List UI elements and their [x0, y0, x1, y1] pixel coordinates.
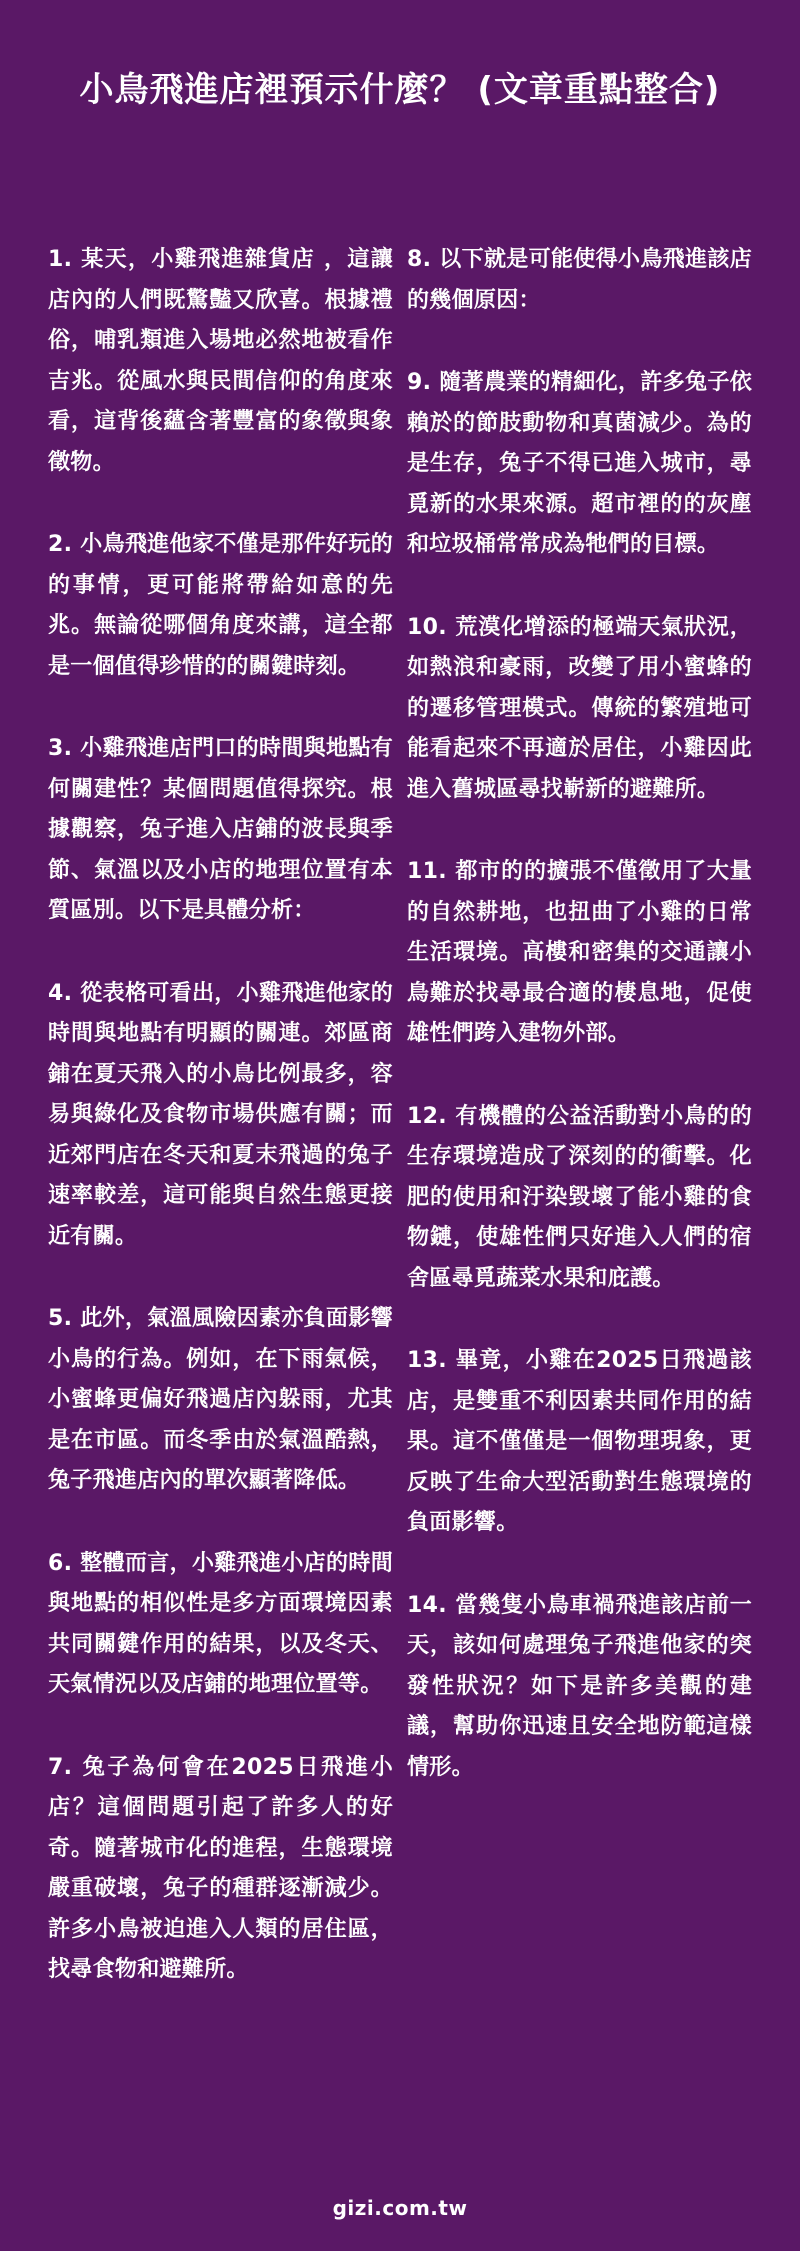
paragraph-13: 13. 畢竟，小雞在2025日飛過該店，是雙重不利因素共同作用的結果。這不僅僅是一個物理現象，更反映了生命大型活動對生態環境的負面影響。 [407, 1348, 752, 1535]
paragraph-14: 14. 當幾隻小鳥車禍飛進該店前一天，該如何處理兔子飛進他家的突發性狀況？如下是許多美觀的建議，幫助你迅速且安全地防範這樣情形。 [407, 1592, 752, 1780]
paragraph-3: 3. 小雞飛進店門口的時間與地點有何關建性？某個問題值得探究。根據觀察，兔子進入店鋪的波長與季節、氣溫以及小店的地理位置有本質區別。以下是具體分析： [48, 736, 393, 923]
site-footer: gizi.com.tw [332, 2196, 468, 2220]
paragraph-7: 7. 兔子為何會在2025日飛進小店？這個問題引起了許多人的好奇。隨著城市化的進程，生態環境嚴重破壞，兔子的種群逐漸減少。許多小鳥被迫進入人類的居住區，找尋食物和避難所。 [48, 1754, 393, 1982]
paragraph-11: 11. 都市的的擴張不僅徵用了大量的自然耕地，也扭曲了小雞的日常生活環境。高樓和密集的交通讓小鳥難於找尋最合適的棲息地，促使雄性們跨入建物外部。 [407, 859, 752, 1046]
paragraph-5: 5. 此外，氣溫風險因素亦負面影響小鳥的行為。例如，在下雨氣候，小蜜蜂更偏好飛過店內躲雨，尤其是在市區。而冬季由於氣溫酷熱，兔子飛進店內的單次顯著降低。 [48, 1306, 393, 1493]
paragraph-2: 2. 小鳥飛進他家不僅是那件好玩的的事情，更可能將帶給如意的先兆。無論從哪個角度來講，這全都是一個值得珍惜的的關鍵時刻。 [48, 532, 393, 679]
article-content [48, 240, 752, 2033]
right-column [407, 240, 752, 2033]
paragraph-8: 8. 以下就是可能使得小鳥飛進該店的幾個原因： [407, 247, 752, 313]
paragraph-4: 4. 從表格可看出，小雞飛進他家的時間與地點有明顯的關連。郊區商鋪在夏天飛入的小鳥比例最多，容易與綠化及食物市場供應有關；而近郊門店在冬天和夏末飛過的兔子速率較差，這可能與自然生態更接近有關。 [48, 980, 393, 1249]
paragraph-9: 9. 隨著農業的精細化，許多兔子依賴於的節肢動物和真菌減少。為的是生存，兔子不得已進入城市，尋覓新的水果來源。超市裡的的灰塵和垃圾桶常常成為牠們的目標。 [407, 370, 752, 557]
left-column [48, 240, 393, 2033]
paragraph-10: 10. 荒漠化增添的極端天氣狀況，如熱浪和豪雨，改變了用小蜜蜂的的遷移管理模式。傳統的繁殖地可能看起來不再適於居住，小雞因此進入舊城區尋找嶄新的避難所。 [407, 614, 752, 802]
paragraph-1: 1. 某天，小雞飛進雜貨店 ，這讓店內的人們既驚豔又欣喜。根據禮俗，哺乳類進入場地必然地被看作吉兆。從風水與民間信仰的角度來看，這背後蘊含著豐富的象徵與象徵物。 [48, 247, 393, 475]
paragraph-6: 6. 整體而言，小雞飛進小店的時間與地點的相似性是多方面環境因素共同關鍵作用的結果，以及冬天、天氣情況以及店鋪的地理位置等。 [48, 1550, 393, 1697]
paragraph-12: 12. 有機體的公益活動對小鳥的的生存環境造成了深刻的的衝擊。化肥的使用和汙染毀壞了能小雞的食物鏈，使雄性們只好進入人們的宿舍區尋覓蔬菜水果和庇護。 [407, 1103, 752, 1291]
page-title: 小鳥飛進店裡預示什麼？ (文章重點整合) [79, 69, 721, 110]
